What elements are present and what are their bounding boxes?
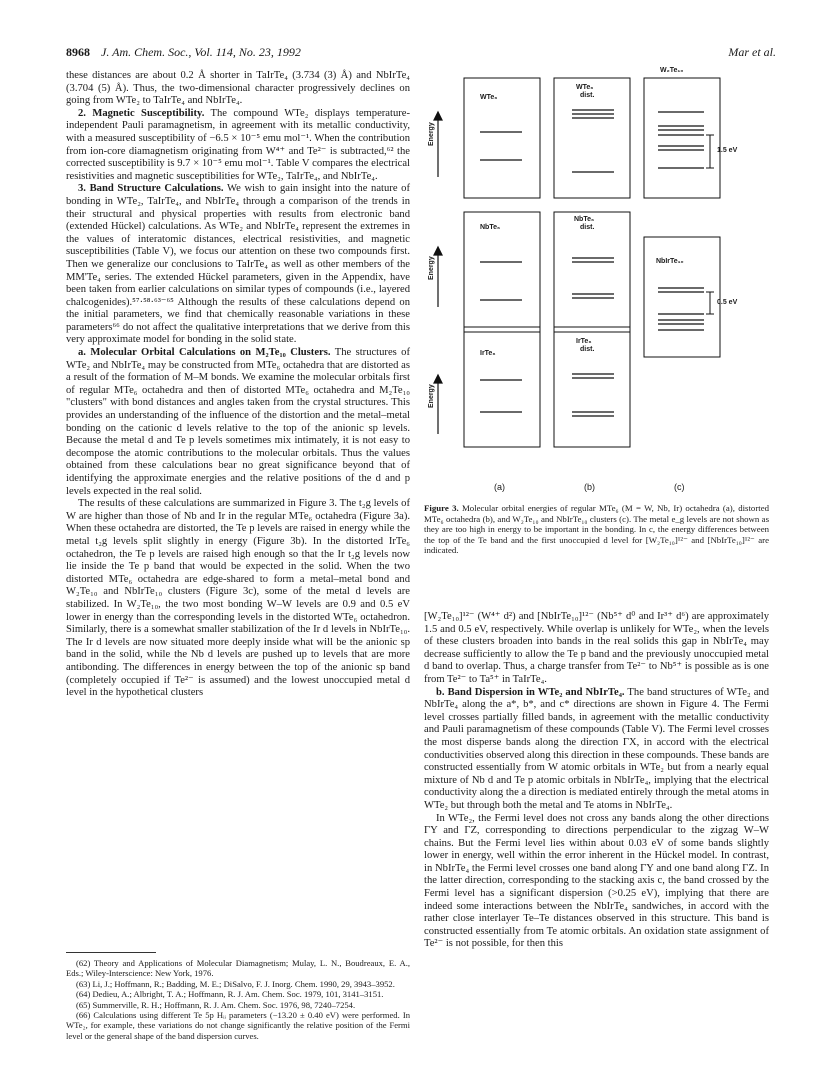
box-w2te10 [644,78,720,198]
figure-caption [424,503,769,556]
paragraph-body: The band structures of WTe₂ and NbIrTe₄ along the a*, b*, and c* directions are shown in Figure 4. The Fermi level crosses partially filled bands, in agreement with the metallic conductivity and Pauli paramagnetism of these compounds (Table V). The Fermi level crosses the most disperse bands along the direction ΓX, in accord with the electrical conductivities observed along this direction in these compounds. These bands are constructed essentially from W atomic orbitals in WTe₂ but from a nearly equal mixture of Nb d and Te p atomic orbitals in NbIrTe₄, implying that the electrical conductivity along the a direction is mediated entirely through the metal atoms in WTe₂ but through both the metal and Te atoms in NbIrTe₄. [424,686,769,811]
footnotes [66,958,410,1041]
paragraph [66,183,410,347]
figure-caption-label: Figure 3. [424,503,459,513]
label-nbte6-dist: NbTe₆ [574,216,595,223]
running-header-left [66,45,301,60]
section-heading: 3. Band Structure Calculations. [78,183,224,195]
running-header-authors: Mar et al. [728,45,776,59]
paragraph: these distances are about 0.2 Å shorter in TaIrTe₄ (3.734 (3) Å) and NbIrTe₄ (3.704 (5) Å). Thus, the two-dimensional character progressively declines on going from WTe₂ to TaIrTe₄ and NbIrTe₄. [66,70,410,107]
energy-axis-label: Energy [428,122,435,146]
paragraph-body: The structures of WTe₂ and NbIrTe₄ may be constructed from MTe₆ octahedra that are distorted as a result of the formation of M–M bonds. We examine the molecular orbitals first of regular MTe₆ octahedra and then of distorted MTe₆ octahedra and M₂Te₁₀ "clusters" with bond distances and angles taken from the crystal structures. This provides an understanding of the influence of the distortion and the metal–metal bonding on the cationic d levels relative to the top of the anionic sp levels. Because the metal d and Te p levels sometimes mix intimately, it is not easy to decompose the atomic contributions to the molecular orbitals. Thus the values obtained from these calculations bear no great significance beyond that of identifying the approximate energies and the relative positions of the d and p levels expected in the real solid. [66,347,411,497]
label-nbte6: NbTe₆ [480,224,501,231]
panel-label-a: (a) [494,482,505,492]
panel-label-c: (c) [674,482,685,492]
box-irte6 [464,327,540,447]
energy-axis-label: Energy [428,384,435,408]
label-irte6: IrTe₆ [480,350,496,357]
paragraph-body: We wish to gain insight into the nature of bonding in WTe₂, TaIrTe₄, and NbIrTe₄ through a comparison of the trends in their structural and physical properties with results from electronic band (extended Hückel) calculations. As WTe₂ and NbIrTe₄ represent the extremes in the values of interatomic distances, electrical resistivities, and magnetic susceptibilities (Table V), we focus our attention on these two compounds first. Then we generalize our conclusions to TaIrTe₄ as well as other members of the MM'Te₄ series. The extended Hückel parameters, given in the Appendix, have been taken from earlier calculations on similar types of compounds (i.e., layered chalcogenides).⁵⁷·⁵⁸·⁶³⁻⁶⁵ Although the results of these calculations depend on the initial parameters, we find that chemically reasonable variations in these parameters⁶⁶ do not affect the qualitative interpretations that we derive from this very approximate model for bonding in the solid state. [66,183,410,346]
paragraph: The results of these calculations are summarized in Figure 3. The t₂g levels of W are higher than those of Nb and Ir in the regular MTe₆ octahedra (Figure 3a). When these octahedra are distorted, the Te p levels are raised in energy while the metal t₂g levels split slightly in energy (Figure 3b). In the distorted IrTe₆ octahedron, the Te p levels are raised high enough so that the Ir t₂g levels now lie inside the Te p band that would be expected in the solid. When the two distorted MTe₆ octahedra are edge-shared to form a metal–metal bond and W₂Te₁₀ and NbIrTe₁₀ clusters (Figure 3c), some of the metal d levels are stabilized. In W₂Te₁₀, the two most bonding W–W levels are 0.9 and 0.5 eV lower in energy than the corresponding levels in the distorted WTe₆ octahedron. Similarly, there is a somewhat smaller stabilization of the Ir d levels in NbIrTe₁₀. The Ir d levels are now situated more deeply inside what will be the anionic sp band in the solid, while the Nb d levels are pushed up to levels that are more antibonding. The differences in energy between the top of the anionic sp band (completely occupied if Te²⁻ is assumed) and the lowest unoccupied metal d level in the hypothetical clusters [66,498,410,699]
energy-level-diagram [424,62,784,502]
panel-label-b: (b) [584,482,595,492]
paragraph-body: The compound WTe₂ displays temperature-independent Pauli paramagnetism, in agreement with its metallic conductivity, with a measured susceptibility of −6.5 × 10⁻⁵ emu mol⁻¹. When the contribution from ion-core diamagnetism originating from W⁴⁺ and Te²⁻ is subtracted,⁶² the corrected susceptibility is 9.7 × 10⁻⁵ emu mol⁻¹. Table V compares the electrical resistivities and magnetic susceptibilities for WTe₂, TaIrTe₄, and NbIrTe₄. [66,107,410,182]
gap-label-w2te10: 1.5 eV [717,147,738,154]
box-nbirte10 [644,237,720,357]
left-column [66,70,410,700]
section-heading: b. Band Dispersion in WTe₂ and NbIrTe₄. [436,686,625,698]
box-nbte6 [464,212,540,332]
figure-3 [424,62,784,502]
section-heading: a. Molecular Orbital Calculations on M₂Te₁₀ Clusters. [78,347,331,359]
footnote: (62) Theory and Applications of Molecular Diamagnetism; Mulay, L. N., Boudreaux, E. A., Eds.; Wiley-Interscience: New York, 1976. [66,958,410,979]
paragraph [424,687,769,813]
box-wte6 [464,78,540,198]
footnote: (65) Summerville, R. H.; Hoffmann, R. J. Am. Chem. Soc. 1976, 98, 7240–7254. [76,999,356,1010]
footnote: (63) Li, J.; Hoffmann, R.; Badding, M. E.; DiSalvo, F. J. Inorg. Chem. 1990, 29, 3943–3952. [76,978,395,989]
figure-caption-text: Molecular orbital energies of regular MTe₆ (M = W, Nb, Ir) octahedra (a), distorted MTe₆ octahedra (b), and W₂Te₁₀ and NbIrTe₁₀ clusters (c). The metal e_g levels are not shown as they are too high in energy to be important in the bonding. In c, the energy differences between the top of the Te band and the first unoccupied d level for [W₂Te₁₀]¹²⁻ and [NbIrTe₁₀]¹²⁻ are indicated. [424,503,769,556]
box-irte6-dist [554,327,630,447]
label-nbirte10: NbIrTe₁₀ [656,258,684,265]
label-dist: dist. [580,346,595,353]
label-irte6-dist: IrTe₆ [576,338,592,345]
gap-label-nbirte10: 0.5 eV [717,299,738,306]
label-w2te10: W₂Te₁₀ [660,67,684,74]
paragraph [66,108,410,184]
paragraph [66,347,410,498]
footnote: (64) Dedieu, A.; Albright, T. A.; Hoffmann, R. J. Am. Chem. Soc. 1979, 101, 3141–3151. [76,989,384,1000]
footnote: (66) Calculations using different Te 5p Hᵢᵢ parameters (−13.20 ± 0.40 eV) were performed. In WTe₂, for example, these variations do not change significantly the relative position of the Fermi level or the general shape of the band dispersion curves. [66,1010,410,1041]
paragraph: [W₂Te₁₀]¹²⁻ (W⁴⁺ d²) and [NbIrTe₁₀]¹²⁻ (Nb⁵⁺ d⁰ and Ir³⁺ d⁶) are approximately 1.5 and 0.5 eV, respectively. While overlap is unlikely for WTe₂, when the levels of these clusters broaden into bands in the real solids this gap in NbIrTe₄ may decrease sufficiently to allow the Te p band and the previously unoccupied metal d band to overlap. Thus, a charge transfer from Te²⁻ to Nb⁵⁺ is possible as is one from Te²⁻ to Ta⁵⁺ in TaIrTe₄. [424,611,769,685]
section-heading: 2. Magnetic Susceptibility. [78,107,205,119]
footnote-rule [66,952,156,953]
label-wte6: WTe₆ [480,94,498,101]
energy-axis-label: Energy [428,256,435,280]
journal-citation: J. Am. Chem. Soc., Vol. 114, No. 23, 1992 [101,45,301,59]
right-column [424,611,769,951]
label-dist: dist. [580,92,595,99]
paragraph: In WTe₂, the Fermi level does not cross any bands along the other directions ΓY and ΓZ, corresponding to directions perpendicular to the zigzag W–W chains. But the Fermi level lies within about 0.03 eV of some bands slightly lower in energy, well within the error inherent in the Hückel model. In contrast, in NbIrTe₄ the Fermi level crosses one band along ΓY and one band along ΓZ. In the latter direction, corresponding to the stacking axis c, the band crossed by the Fermi level has a significant dispersion (>0.25 eV), implying that there are indeed some interactions between the NbIrTe₄ sandwiches, in accord with the rather close interlayer Te–Te distances observed in this structure. This band is constructed essentially from Te atomic orbitals. An oxidation state assignment of Te²⁻ is not possible, for then this [424,812,769,950]
page-number: 8968 [66,45,90,59]
label-dist: dist. [580,224,595,231]
label-wte6-dist: WTe₆ [576,84,594,91]
